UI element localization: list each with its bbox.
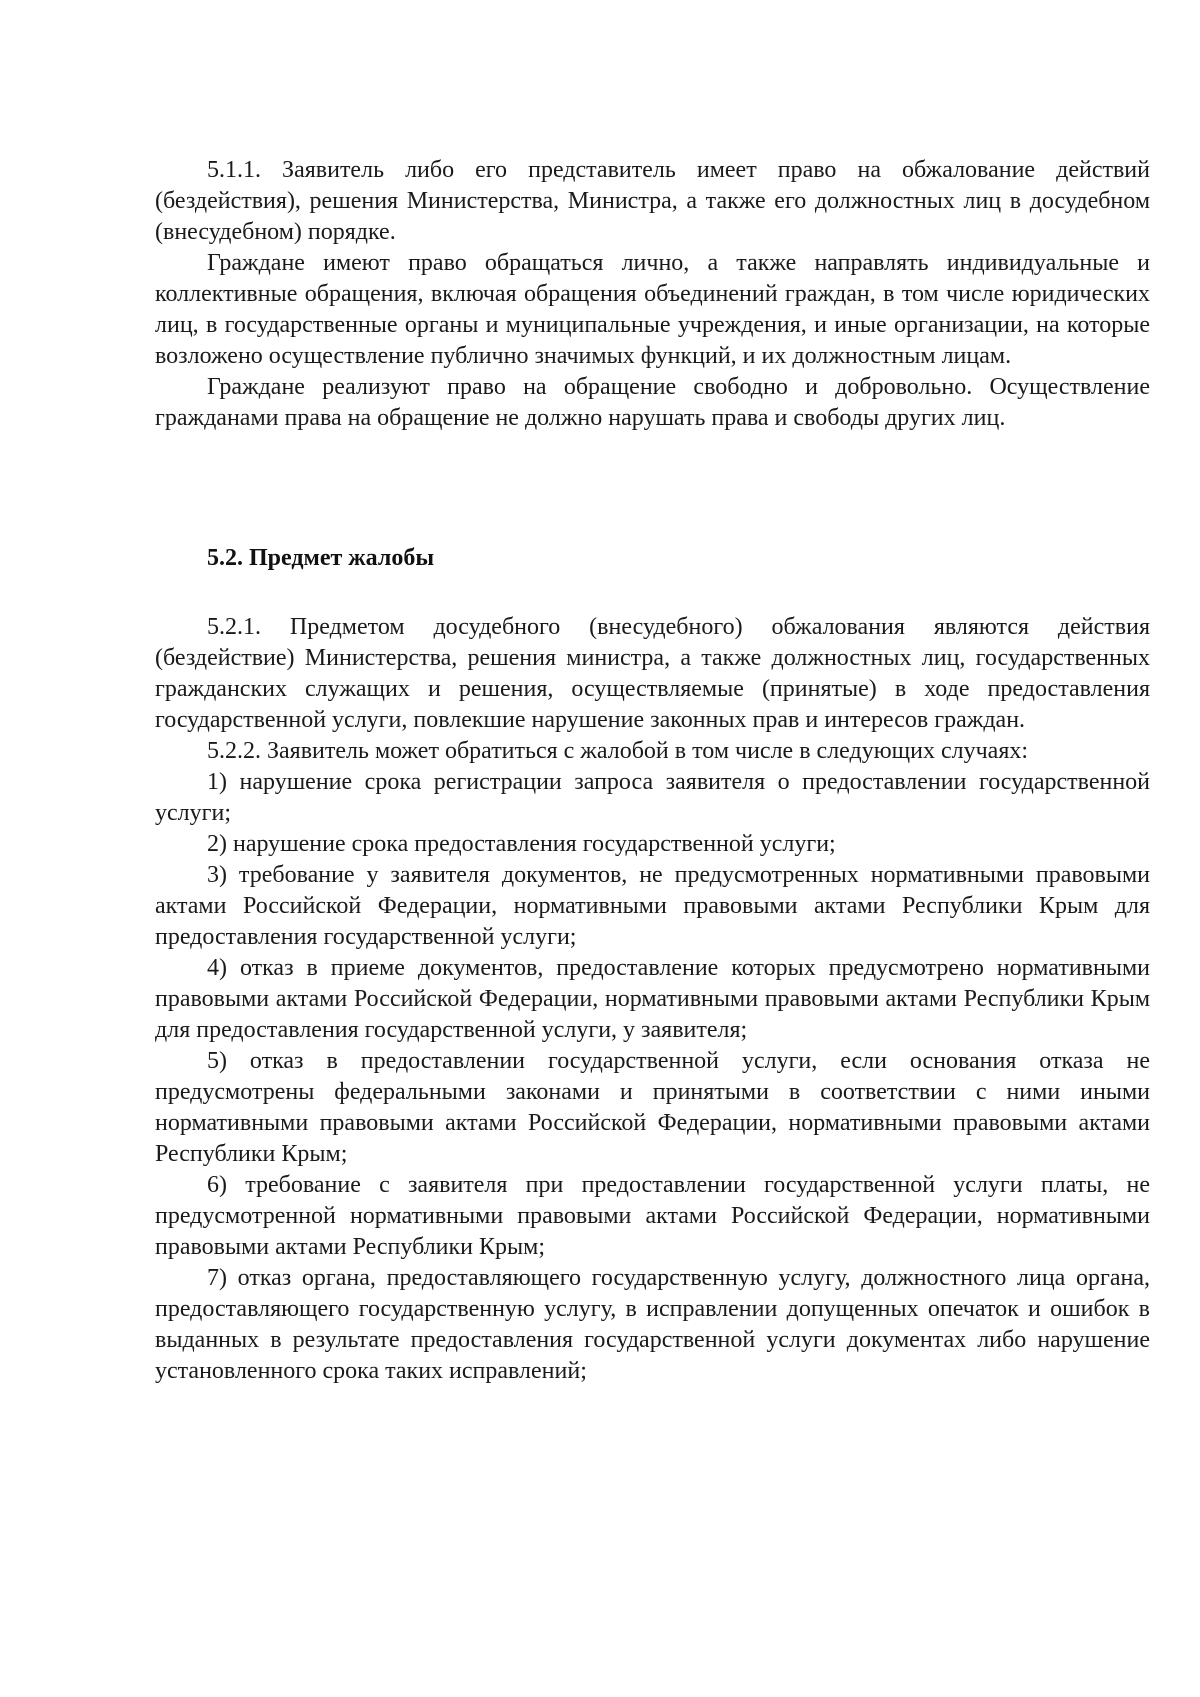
list-item-7: 7) отказ органа, предоставляющего государственную услугу, должностного лица органа, предоставляющего государственную услугу, в исправлении допущенных опечаток и ошибок в выданных в результате предоставления государственной услуги документах либо нарушение установленного срока таких исправлений; [155, 1265, 1150, 1384]
paragraph-5-2-2: 5.2.2. Заявитель может обратиться с жалобой в том числе в следующих случаях: [207, 738, 1029, 764]
paragraph-5-1-1: 5.1.1. Заявитель либо его представитель имеет право на обжалование действий (бездействия), решения Министерства, Министра, а также его должностных лиц в досудебном (внесудебном) порядке. [155, 157, 1150, 245]
list-item-5: 5) отказ в предоставлении государственной услуги, если основания отказа не предусмотрены федеральными законами и принятыми в соответствии с ними иными нормативными правовыми актами Российской Федерации, нормативными правовыми актами Республики Крым; [155, 1048, 1150, 1167]
paragraph-5-2-1: 5.2.1. Предметом досудебного (внесудебного) обжалования являются действия (бездействие) Министерства, решения министра, а также должностных лиц, государственных гражданских служащих и решения, осуществляемые (принятые) в ходе предоставления государственной услуги, повлекшие нарушение законных прав и интересов граждан. [155, 614, 1150, 733]
list-item-6: 6) требование с заявителя при предоставлении государственной услуги платы, не предусмотренной нормативными правовыми актами Российской Федерации, нормативными правовыми актами Республики Крым; [155, 1172, 1150, 1260]
list-item-2: 2) нарушение срока предоставления государственной услуги; [207, 831, 836, 857]
section-5-1 [155, 155, 1150, 434]
paragraph-citizens-right: Граждане имеют право обращаться лично, а также направлять индивидуальные и коллективные обращения, включая обращения объединений граждан, в том числе юридических лиц, в государственные органы и муниципальные учреждения, и иные организации, на которые возложено осуществление публично значимых функций, и их должностным лицам. [155, 250, 1150, 369]
list-item-4: 4) отказ в приеме документов, предоставление которых предусмотрено нормативными правовыми актами Российской Федерации, нормативными правовыми актами Республики Крым для предоставления государственной услуги, у заявителя; [155, 955, 1150, 1043]
paragraph-citizens-voluntary: Граждане реализуют право на обращение свободно и добровольно. Осуществление гражданами права на обращение не должно нарушать права и свободы других лиц. [155, 374, 1150, 431]
section-5-2 [155, 612, 1150, 1387]
list-item-1: 1) нарушение срока регистрации запроса заявителя о предоставлении государственной услуги; [155, 769, 1150, 826]
section-heading-5-2: 5.2. Предмет жалобы [207, 545, 435, 571]
list-item-3: 3) требование у заявителя документов, не предусмотренных нормативными правовыми актами Российской Федерации, нормативными правовыми актами Республики Крым для предоставления государственной услуги; [155, 862, 1150, 950]
